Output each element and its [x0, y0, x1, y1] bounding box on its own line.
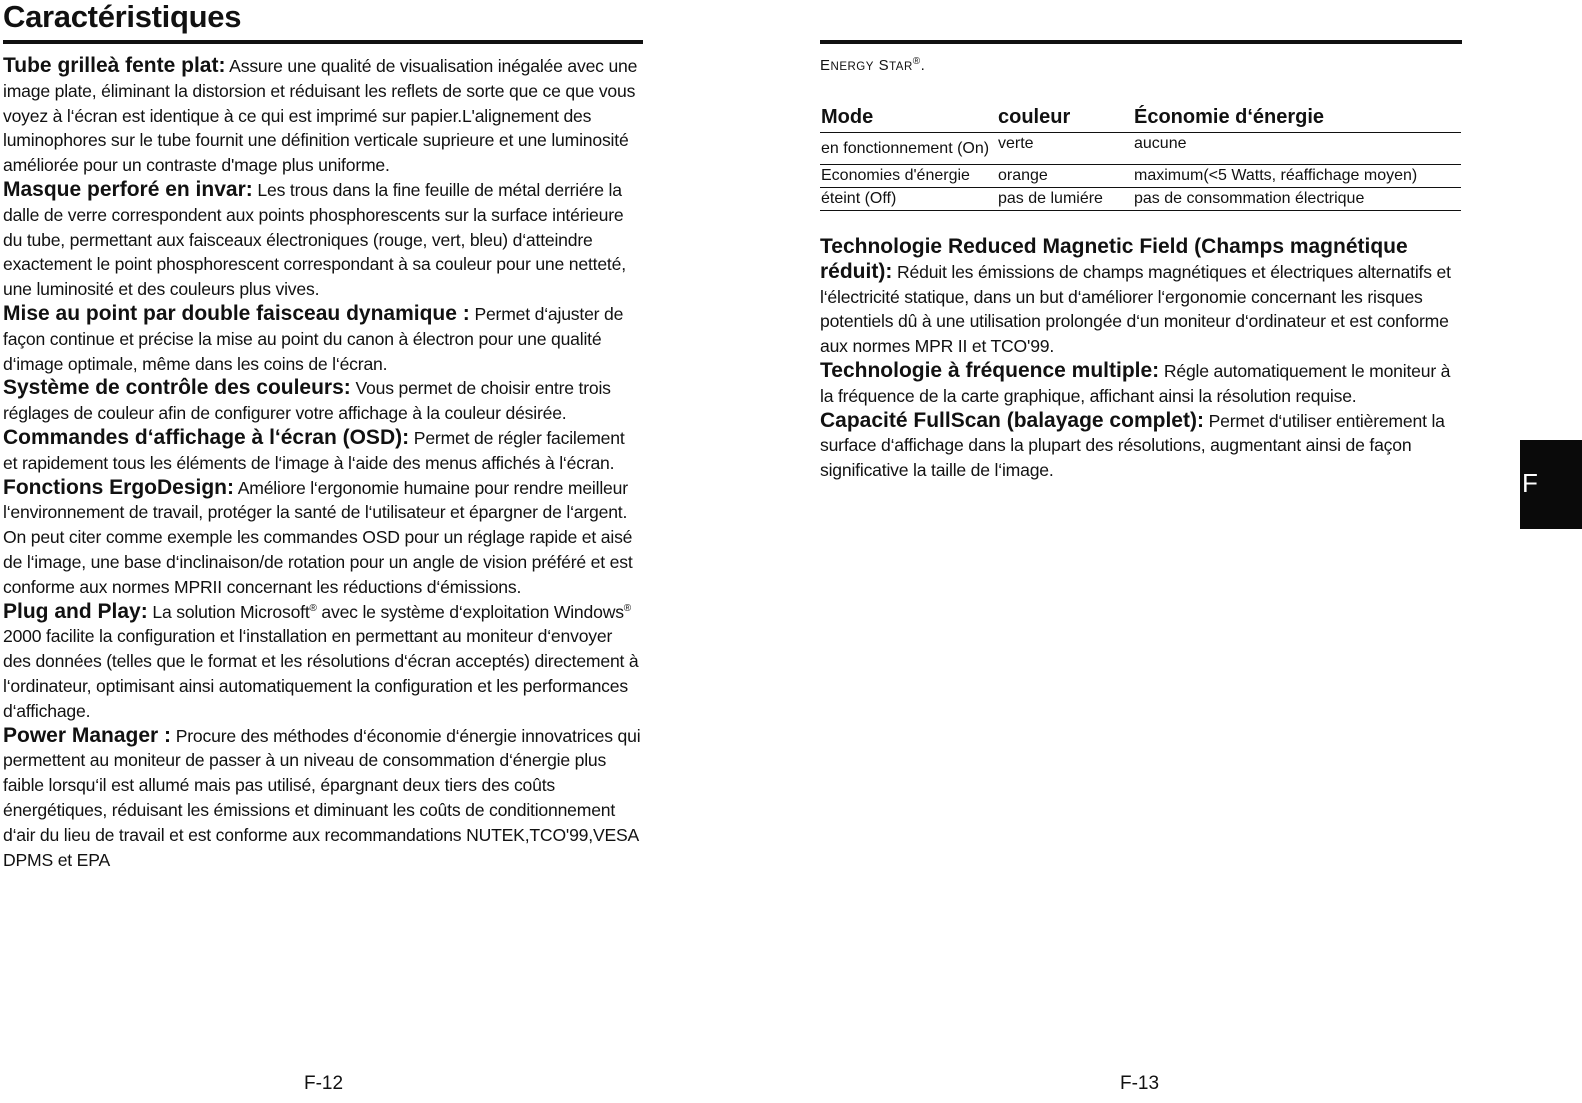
feature-tube — [3, 54, 643, 178]
title-rule — [3, 40, 643, 44]
feature-heading: Power Manager : — [3, 723, 172, 747]
feature-text: Vous permet de choisir entre trois réglages de couleur afin de configurer votre affichage à la couleur désirée. — [3, 378, 611, 424]
page-title: Caractéristiques — [3, 0, 242, 34]
feature-focus — [3, 302, 643, 376]
right-body — [820, 235, 1462, 483]
feature-text: Réduit les émissions de champs magnétiques et électriques alternatifs et l‘électricité statique, dans un but d‘améliorer l‘ergonomie concernant les risques potentiels dû à une utilisation prolongée d‘un moniteur d‘ordinateur et est conforme aux normes MPR II et TCO'99. — [820, 261, 1451, 357]
feature-heading: Technologie Reduced Magnetic Field (Champs magnétique réduit): — [820, 235, 1408, 283]
feature-power-manager — [3, 724, 643, 873]
feature-fullscan — [820, 409, 1462, 483]
table-cell: pas de lumiére — [997, 188, 1133, 211]
table-header-row — [820, 106, 1461, 133]
feature-heading: Fonctions ErgoDesign: — [3, 475, 234, 499]
table-cell: verte — [997, 133, 1133, 165]
feature-text: Permet d‘utiliser entièrement la surface d‘affichage dans la plupart des résolutions, augmentant ainsi de façon significative la taille de l‘image. — [820, 410, 1445, 481]
feature-osd — [3, 426, 643, 476]
registered-mark: ® — [912, 56, 921, 67]
feature-text: Permet de régler facilement et rapidement tous les éléments de l‘image à l‘aide des menus affichés à l‘écran. — [3, 427, 625, 473]
feature-heading: Tube grilleà fente plat: — [3, 54, 226, 77]
table-cell: Economies d'énergie — [820, 165, 997, 188]
feature-heading: Capacité FullScan (balayage complet): — [820, 408, 1204, 432]
left-page — [3, 0, 643, 872]
page-number-left: F-12 — [304, 1073, 344, 1094]
page-number-right: F-13 — [1120, 1073, 1160, 1094]
feature-text: 2000 facilite la configuration et l‘installation en permettant au moniteur d‘envoyer des données (telles que le format et les résolutions d‘écran acceptés) directement à l‘ordinateur, optimisant ainsi automatiquement la configuration et les performances d‘affichage. — [3, 626, 639, 721]
feature-text: Améliore l‘ergonomie humaine pour rendre meilleur l‘environnement de travail, protéger la santé de l‘utilisateur et épargner de l‘argent. On peut citer comme exemple les commandes OSD pour un réglage rapide et aisé de l‘image, une base d‘inclinaison/de rotation pour un angle de vision préféré et est conforme aux normes MPRII concernant les réductions d‘émissions. — [3, 477, 633, 597]
power-mode-table — [820, 106, 1461, 211]
feature-heading: Système de contrôle des couleurs: — [3, 376, 351, 400]
feature-multifrequency — [820, 359, 1462, 409]
feature-text: avec le système d‘exploitation Windows — [316, 601, 624, 622]
language-side-tab — [1520, 440, 1582, 529]
feature-text: Les trous dans la fine feuille de métal derriére la dalle de verre correspondent aux points phosphorescents sur la surface intérieure du tube, permettant aux faisceaux électroniques (rouge, vert, bleu) d‘atteindre exactement le point phosphorescent correspondant à sa couleur pour une netteté, une luminosité et des couleurs plus vives. — [3, 179, 626, 300]
registered-mark: ® — [309, 602, 317, 614]
table-cell: éteint (Off) — [820, 188, 997, 211]
feature-text: Procure des méthodes d‘économie d‘énergie innovatrices qui permettent au moniteur de passer à un niveau de consommation d‘énergie plus faible lorsqu‘il est allumé mais pas utilisé, épargnant deux tiers des coûts énergétiques, réduisant les émissions et diminuant les coûts de conditionnement d‘air du lieu de travail et est conforme aux recommandations NUTEK,TCO'99,VESA DPMS et EPA — [3, 725, 641, 870]
table-cell: aucune — [1133, 133, 1461, 165]
feature-invar — [3, 178, 643, 302]
side-tab-label: F — [1522, 468, 1538, 498]
table-cell: pas de consommation électrique — [1133, 188, 1461, 211]
table-cell: maximum(<5 Watts, réaffichage moyen) — [1133, 165, 1461, 188]
feature-heading: Masque perforé en invar: — [3, 177, 253, 201]
table-header: Mode — [820, 106, 997, 133]
feature-heading: Mise au point par double faisceau dynamique : — [3, 301, 470, 325]
feature-heading: Commandes d‘affichage à l‘écran (OSD): — [3, 425, 410, 449]
feature-text: La solution Microsoft — [147, 601, 310, 622]
feature-color — [3, 376, 643, 426]
feature-text: Régle automatiquement le moniteur à la fréquence de la carte graphique, affichant ainsi la résolution requise. — [820, 360, 1451, 406]
table-cell: orange — [997, 165, 1133, 188]
registered-mark: ® — [623, 602, 631, 614]
table-row — [820, 133, 1461, 165]
table-row — [820, 188, 1461, 211]
right-page — [820, 0, 1462, 483]
feature-text: Permet d‘ajuster de façon continue et précise la mise au point du canon à électron pour une qualité d‘image optimale, même dans les coins de l‘écran. — [3, 303, 624, 374]
feature-rmf — [820, 235, 1462, 359]
feature-heading: Technologie à fréquence multiple: — [820, 358, 1160, 382]
table-row — [820, 165, 1461, 188]
left-body — [3, 54, 643, 872]
table-header: Économie d‘énergie — [1133, 106, 1461, 133]
top-rule — [820, 40, 1462, 44]
energy-star-line: ENERGY STAR®. — [820, 56, 926, 74]
table-header: couleur — [997, 106, 1133, 133]
feature-text: Assure une qualité de visualisation inégalée avec une image plate, éliminant la distorsion et réduisant les reflets de sorte que ce que vous voyez à l‘écran est identique à ce qui est imprimé sur papier.L'alignement des luminophores sur le tube fournit une définition verticale suprieure et une luminosité améliorée pour un contraste d'mage plus uniforme. — [3, 56, 638, 176]
feature-ergo — [3, 476, 643, 600]
feature-heading: Plug and Play: — [3, 599, 148, 623]
feature-plug-and-play — [3, 600, 643, 724]
table-cell: en fonctionnement (On) — [820, 133, 997, 165]
